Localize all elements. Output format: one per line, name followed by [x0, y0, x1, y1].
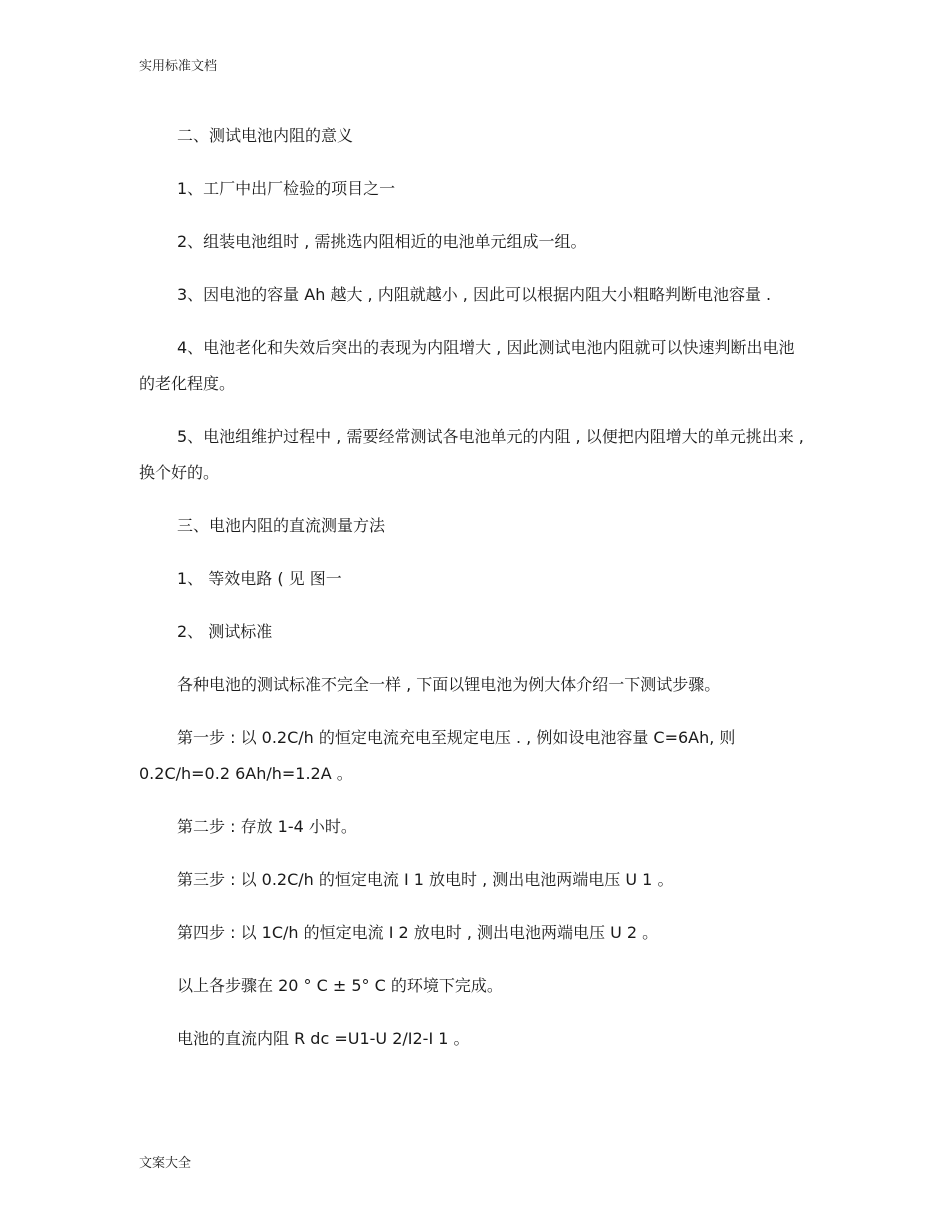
formula-paragraph: 电池的直流内阻 R dc =U1-U 2/I2-I 1 。 — [177, 1029, 470, 1048]
list-item: 1、 等效电路 ( 见 图一 — [177, 569, 342, 588]
page-header: 实用标准文档 — [139, 59, 218, 74]
list-item: 1、工厂中出厂检验的项目之一 — [177, 179, 396, 198]
page-footer: 文案大全 — [139, 1156, 192, 1171]
body-paragraph: 以上各步骤在 20 ° C ± 5° C 的环境下完成。 — [177, 976, 503, 995]
step-paragraph: 第四步 : 以 1C/h 的恒定电流 I 2 放电时 , 测出电池两端电压 U 2 。 — [177, 923, 659, 942]
section-heading-significance: 二、测试电池内阻的意义 — [177, 126, 354, 145]
body-paragraph: 各种电池的测试标准不完全一样 , 下面以锂电池为例大体介绍一下测试步骤。 — [177, 675, 721, 694]
list-item: 3、因电池的容量 Ah 越大 , 内阻就越小 , 因此可以根据内阻大小粗略判断电池容量 . — [177, 285, 772, 304]
list-item: 2、 测试标准 — [177, 622, 273, 641]
section-heading-dc-method: 三、电池内阻的直流测量方法 — [177, 516, 386, 535]
step-paragraph: 第二步 : 存放 1-4 小时。 — [177, 817, 357, 836]
list-item: 4、电池老化和失效后突出的表现为内阻增大 , 因此测试电池内阻就可以快速判断出电池 的老化程度。 — [139, 338, 800, 393]
list-item: 2、组装电池组时 , 需挑选内阻相近的电池单元组成一组。 — [177, 232, 587, 251]
step-paragraph: 第一步 : 以 0.2C/h 的恒定电流充电至规定电压 . , 例如设电池容量 C=6Ah, 则 0.2C/h=0.2 6Ah/h=1.2A 。 — [139, 728, 741, 783]
step-paragraph: 第三步 : 以 0.2C/h 的恒定电流 I 1 放电时 , 测出电池两端电压 U 1 。 — [177, 870, 674, 889]
document-body — [139, 118, 809, 1074]
list-item: 5、电池组维护过程中 , 需要经常测试各电池单元的内阻 , 以便把内阻增大的单元挑出来 , 换个好的。 — [139, 427, 809, 482]
